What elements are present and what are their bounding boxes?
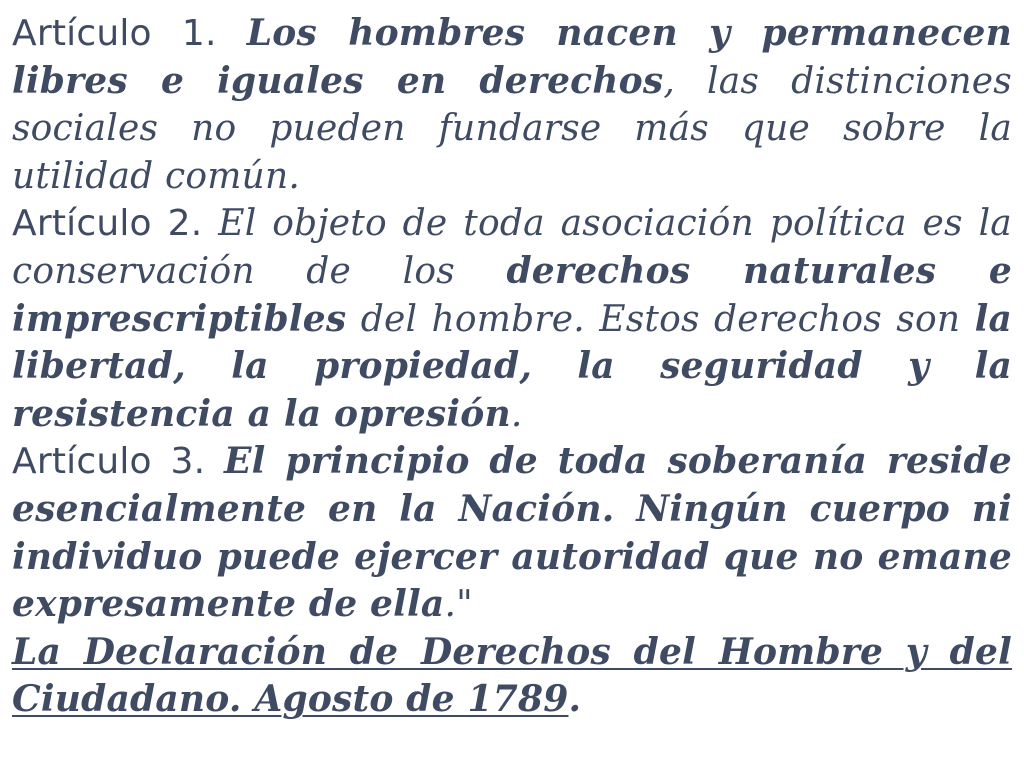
article-3-text-end: ." bbox=[444, 584, 473, 626]
declaration-text bbox=[12, 10, 1012, 724]
article-2-label: Artículo 2. bbox=[12, 203, 203, 245]
article-1-bold-statement: Los hombres nacen y permanecen libres e iguales en derechos bbox=[12, 12, 1012, 102]
article-2-text-middle: del hombre. Estos derechos son bbox=[346, 298, 975, 340]
article-3-label: Artículo 3. bbox=[12, 441, 206, 483]
article-2-natural-rights: derechos naturales e imprescriptibles bbox=[12, 249, 1013, 340]
citation-title: La Declaración de Derechos del Hombre y del Ciudadano. Agosto de 1789 bbox=[12, 630, 1012, 721]
article-3 bbox=[12, 438, 1012, 628]
article-2-text-end: . bbox=[510, 393, 523, 435]
article-2-rights-list: la libertad, la propiedad, la seguridad y la resistencia a la opresión bbox=[12, 297, 1012, 435]
article-1-label: Artículo 1. bbox=[12, 13, 217, 54]
citation bbox=[12, 629, 1012, 724]
article-3-bold-statement: El principio de toda soberanía reside esencialmente en la Nación. Ningún cuerpo ni individuo puede ejercer autoridad que no emane expresamente de ella bbox=[12, 440, 1012, 626]
citation-end: . bbox=[568, 678, 582, 721]
article-1-text: , las distinciones sociales no pueden fundarse más que sobre la utilidad común. bbox=[12, 60, 1012, 197]
article-2-text-intro: El objeto de toda asociación política es la conservación de los bbox=[12, 203, 1012, 292]
article-2 bbox=[12, 200, 1012, 438]
article-1 bbox=[12, 10, 1012, 200]
